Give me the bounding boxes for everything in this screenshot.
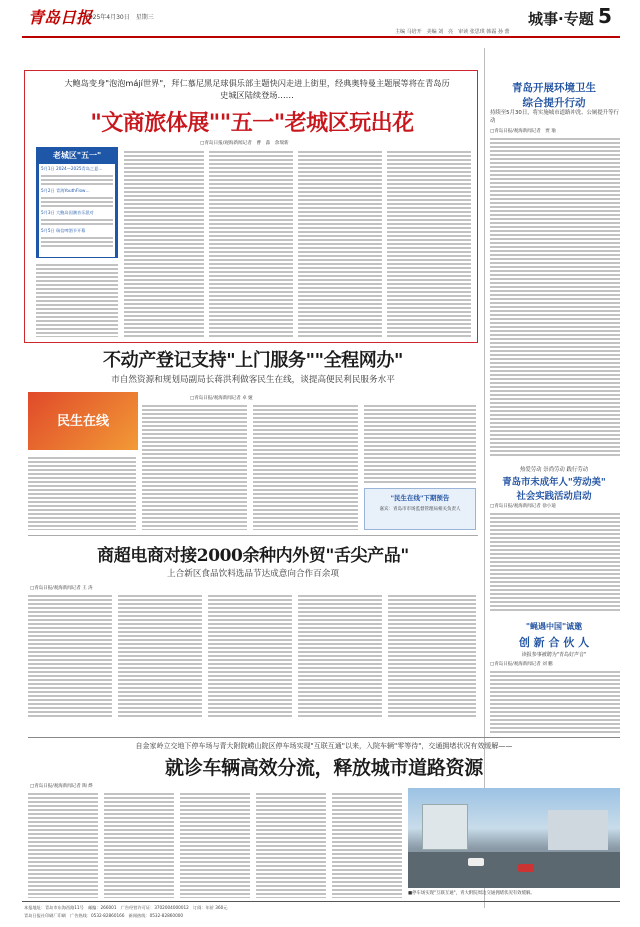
food-body-col3 <box>208 593 292 717</box>
labor-title-1: 青岛市未成年人"劳动美" <box>502 477 606 488</box>
bay-byline: □青岛日报/观海新闻记者 刘 鹏 <box>490 662 553 667</box>
lead-body-col2 <box>209 149 293 337</box>
photo-caption: ■停车场实现"互联互通"，青大附院周边交通拥堵状况有效缓解。 <box>408 891 535 896</box>
section-rule <box>28 535 478 536</box>
hotline-box <box>364 488 476 530</box>
sidebar-text <box>41 235 113 247</box>
parking-byline: □青岛日报/观海新闻记者 陶 烨 <box>30 784 93 789</box>
lead-body-col3 <box>298 149 382 337</box>
food-body-col2 <box>118 593 202 717</box>
parking-body-col3 <box>180 791 250 898</box>
sidebar-title: 老城区"五一" <box>52 151 102 160</box>
issue-date: 2025年4月30日 星期三 <box>85 14 154 21</box>
bay-body <box>490 669 620 735</box>
photo-building <box>422 804 468 850</box>
food-byline: □青岛日报/观海新闻记者 王 涛 <box>30 586 93 591</box>
food-headline: 商超电商对接2000余种内外贸"舌尖产品" <box>97 546 409 566</box>
sidebar-text <box>41 173 113 187</box>
parking-photo <box>408 788 620 888</box>
labor-byline: □青岛日报/观海新闻记者 徐小迪 <box>490 504 556 509</box>
bay-title: 创 新 合 伙 人 <box>518 636 590 649</box>
parking-body-col1 <box>28 791 98 898</box>
photo-road <box>408 852 620 888</box>
footer-rule <box>22 901 620 902</box>
lead-body-col0 <box>36 262 118 337</box>
sidebar-item: 5月3日 大鲍岛国潮音乐派对 <box>41 210 94 215</box>
sidebar-text <box>41 217 113 227</box>
bay-kicker: "蝇遇中国"诚邀 <box>525 622 583 631</box>
masthead-rule <box>22 36 620 38</box>
env-title-2: 综合提升行动 <box>522 97 586 109</box>
lead-byline: □青岛日报/观海新闻记者 曹 淼 余瑞新 <box>200 141 289 146</box>
parking-kicker: 自金家岭立交地下停车场与青大附院崂山院区停车场实现"互联互通"以来，入院车辆"零等待"，交通拥堵状况有效缓解—— <box>135 742 513 750</box>
labor-kicker: 热爱劳动 崇尚劳动 践行劳动 <box>519 467 589 473</box>
newspaper-logo: 青岛日报 <box>28 8 93 27</box>
env-byline: □青岛日报/观海新闻记者 贾 瑜 <box>490 129 556 134</box>
realestate-headline: 不动产登记支持"上门服务""全程网办" <box>103 350 403 371</box>
footer-line-2: 青岛日报社印刷厂印刷 广告热线：0532-82860166 新闻热线：0532-82860000 <box>24 913 184 918</box>
footer-line-1: 本报地址：青岛市东海西路11号 邮编：266001 广告经营许可证：3702004000012 订阅：年价 360元 <box>24 905 228 910</box>
page-number: 5 <box>598 4 612 28</box>
realestate-body-col1 <box>28 455 136 530</box>
lead-body-col4 <box>387 149 471 337</box>
parking-body-col4 <box>256 791 326 898</box>
photo-car <box>468 858 484 866</box>
food-body-col5 <box>388 593 476 717</box>
minsheng-image <box>28 392 138 450</box>
sidebar-list <box>39 164 115 257</box>
sidebar-text <box>41 195 113 209</box>
lead-sidebar <box>36 147 118 258</box>
lead-headline: "文商旅体展""五一"老城区玩出花 <box>90 110 414 136</box>
realestate-body-col3 <box>253 403 358 530</box>
parking-body-col2 <box>104 791 174 898</box>
section-rule <box>28 737 620 738</box>
parking-headline: 就诊车辆高效分流，释放城市道路资源 <box>165 757 483 779</box>
sidebar-item: 5月1日 2024—2025青岛之夏… <box>41 166 103 171</box>
photo-car <box>518 864 534 872</box>
hotline-text: 嘉宾：青岛市市场监督管理局相关负责人 <box>379 507 461 512</box>
food-subheadline: 上合新区食品饮料选品节达成意向合作百余项 <box>167 569 339 579</box>
realestate-subheadline: 市自然资源和规划局副局长蒋洪利做客民生在线，谈提高便民利民服务水平 <box>111 375 395 385</box>
realestate-body-col2 <box>142 403 247 530</box>
masthead <box>0 0 640 40</box>
section-title: 城事·专题 <box>528 10 594 28</box>
env-title-1: 青岛开展环境卫生 <box>512 82 596 94</box>
food-body-col4 <box>298 593 382 717</box>
hotline-title: "民生在线"下期预告 <box>390 494 450 502</box>
sidebar-item: 5月2日 青海YouthFlow… <box>41 188 90 193</box>
labor-title-2: 社会实践活动启动 <box>516 491 592 502</box>
parking-body-col5 <box>332 791 402 898</box>
realestate-byline: □青岛日报/观海新闻记者 卓 娅 <box>190 396 253 401</box>
labor-body <box>490 511 620 611</box>
env-subtitle: 持续至5月30日，将实施城市道路冲洗、公厕提升等行动 <box>490 110 619 124</box>
realestate-body-col4 <box>364 403 476 483</box>
food-body-col1 <box>28 593 112 717</box>
env-body <box>490 136 620 458</box>
editor-credits: 主编 马培开 美编 刘 亮 审读 张思琪 韩霜 孙 蕾 <box>395 29 510 35</box>
bay-subtitle: 读报参事被聘为"青岛好声音" <box>521 652 587 658</box>
lead-body-col1 <box>124 149 204 337</box>
photo-building <box>548 810 608 850</box>
lead-kicker: 大鲍岛变身"泡泡májí世界"，拜仁慕尼黑足球俱乐部主题快闪走进上街里，经典奥特曼主题展等将在青岛历史城区陆续登场…… <box>64 78 450 100</box>
sidebar-item: 5月5日 瑞信啤酒节开幕 <box>41 228 86 233</box>
minsheng-image-caption: 民生在线 <box>56 414 109 429</box>
